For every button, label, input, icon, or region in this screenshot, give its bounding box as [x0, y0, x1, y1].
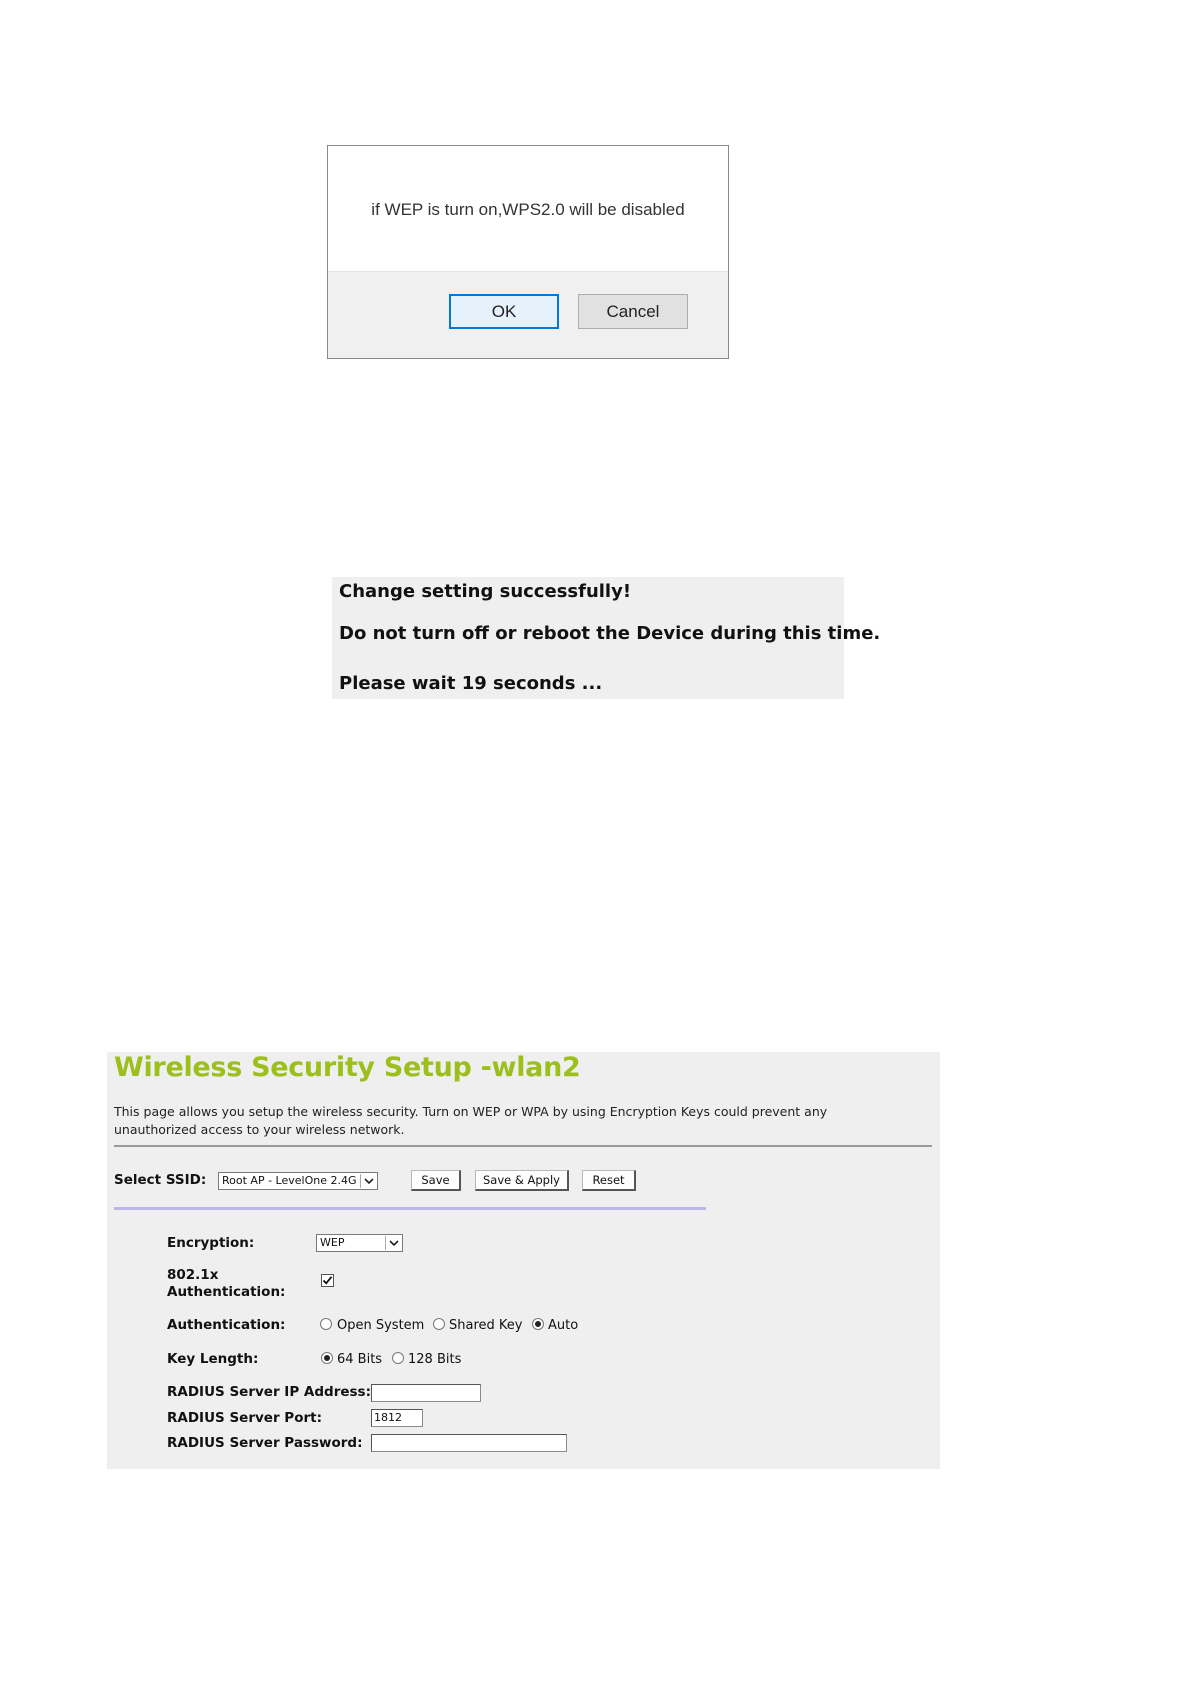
auth-open-system-label: Open System [337, 1318, 425, 1333]
select-ssid-label: Select SSID: [114, 1172, 207, 1188]
reset-button[interactable]: Reset [582, 1170, 636, 1191]
confirm-dialog [327, 145, 729, 359]
dialog-footer [328, 271, 728, 358]
authentication-label: Authentication: [167, 1317, 286, 1333]
key-64-bits-label: 64 Bits [337, 1352, 383, 1367]
radius-ip-label: RADIUS Server IP Address: [167, 1384, 371, 1400]
cancel-button[interactable]: Cancel [578, 294, 688, 329]
radius-password-label: RADIUS Server Password: [167, 1435, 363, 1451]
progress-message-box [332, 577, 881, 699]
auth-8021x-label-line2: Authentication: [167, 1284, 286, 1300]
auth-shared-key-radio[interactable] [433, 1318, 445, 1330]
auth-8021x-checkbox[interactable] [321, 1274, 334, 1287]
ok-button[interactable]: OK [449, 294, 559, 329]
wireless-security-panel [107, 1052, 940, 1469]
save-button[interactable]: Save [411, 1170, 461, 1191]
key-128-bits-radio[interactable] [392, 1352, 404, 1364]
auth-8021x-label-line1: 802.1x [167, 1267, 219, 1283]
save-apply-button[interactable]: Save & Apply [475, 1170, 569, 1191]
key-64-bits-radio[interactable] [321, 1352, 333, 1364]
radius-password-input[interactable] [371, 1434, 567, 1452]
auth-auto-radio[interactable] [532, 1318, 544, 1330]
divider [114, 1145, 932, 1147]
key-length-label: Key Length: [167, 1351, 259, 1367]
auth-auto-label: Auto [548, 1318, 579, 1333]
page-description: This page allows you setup the wireless security. Turn on WEP or WPA by using Encryption Keys could prevent any unauthorized access to your wireless network. [114, 1104, 828, 1137]
page-title: Wireless Security Setup -wlan2 [114, 1052, 581, 1083]
section-divider [114, 1207, 706, 1210]
radius-port-label: RADIUS Server Port: [167, 1410, 322, 1426]
warning-message: Do not turn off or reboot the Device during this time. [339, 623, 881, 644]
encryption-label: Encryption: [167, 1235, 255, 1251]
chevron-down-icon [360, 1174, 376, 1188]
encryption-select-value: WEP [320, 1236, 345, 1249]
radius-port-input[interactable]: 1812 [371, 1409, 423, 1427]
auth-shared-key-label: Shared Key [449, 1318, 523, 1333]
auth-open-system-radio[interactable] [320, 1318, 332, 1330]
success-message: Change setting successfully! [339, 581, 632, 602]
ssid-select-value: Root AP - LevelOne 2.4G [222, 1174, 357, 1187]
encryption-select[interactable] [316, 1234, 403, 1252]
checkmark-icon [322, 1275, 333, 1286]
ssid-select[interactable] [218, 1172, 378, 1190]
dialog-message: if WEP is turn on,WPS2.0 will be disabled [371, 200, 685, 219]
key-128-bits-label: 128 Bits [408, 1352, 462, 1367]
chevron-down-icon [385, 1236, 401, 1250]
countdown-message: Please wait 19 seconds ... [339, 673, 603, 694]
radius-ip-input[interactable] [371, 1384, 481, 1402]
